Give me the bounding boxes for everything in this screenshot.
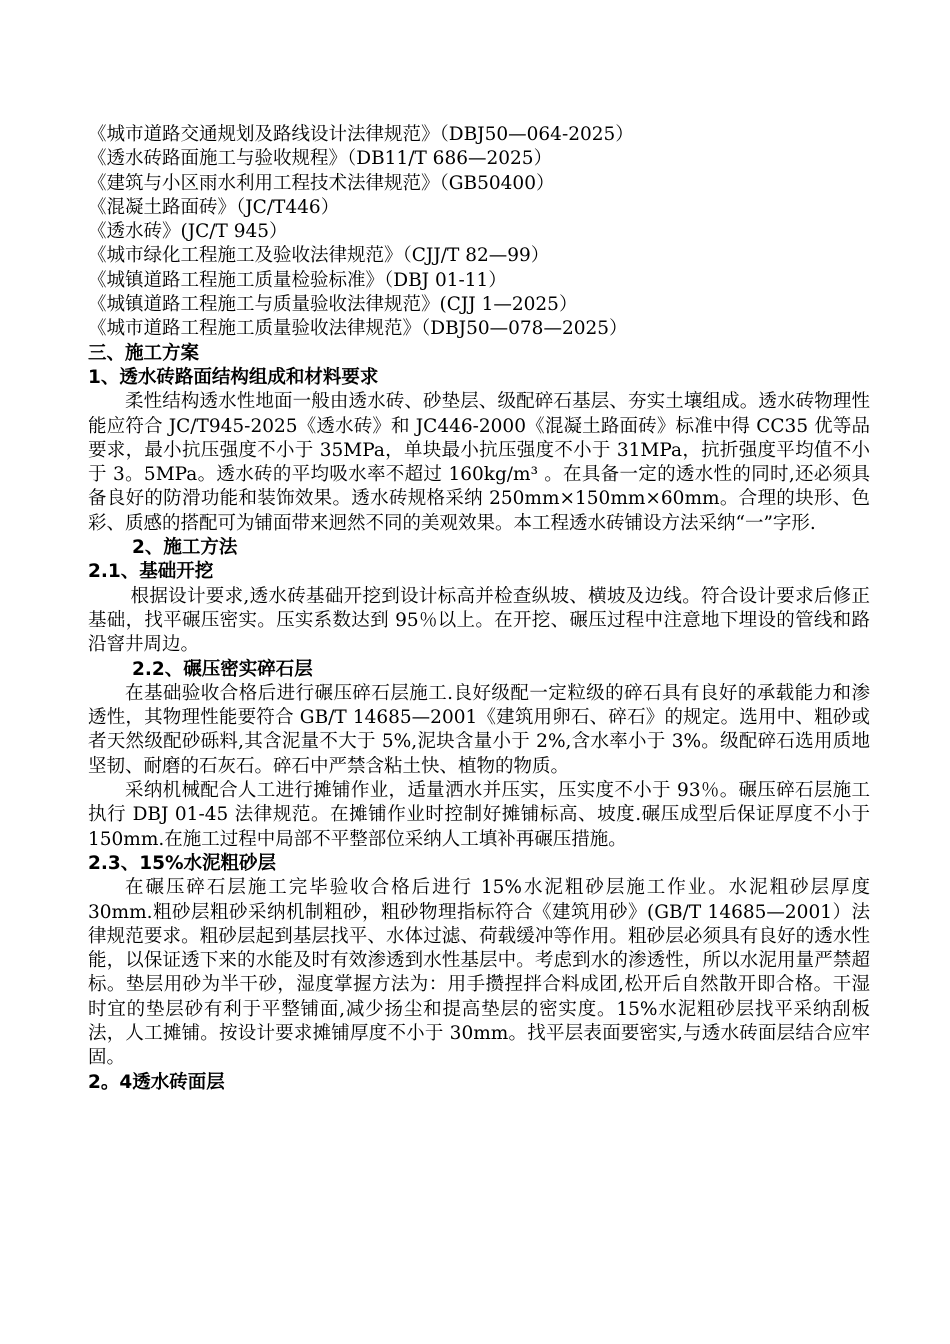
body-paragraph: 柔性结构透水性地面一般由透水砖、砂垫层、级配碎石基层、夯实土壤组成。透水砖物理性能应符合 JC/T945-2025《透水砖》和 JC446-2000《混凝土路面砖》标准中得 CC35 优等品要求，最小抗压强度不小于 35MPa，单块最小抗压强度不小于 31MPa，抗折强度平均值不小于 3。5MPa。透水砖的平均吸水率不超过 160kg/m³ 。在具备一定的透水性的同时,还必须具备良好的防滑功能和装饰效果。透水砖规格采纳 250mm×150mm×60mm。合理的块形、色彩、质感的搭配可为铺面带来迥然不同的美观效果。本工程透水砖铺设方法采纳“一”字形. xyxy=(88,391,870,534)
subsection-heading: 2.1、基础开挖 xyxy=(88,561,214,583)
reference-item: 《透水砖路面施工与验收规程》（DB11/T 686—2025） xyxy=(88,148,553,170)
reference-item: 《城市绿化工程施工及验收法律规范》（CJJ/T 82—99） xyxy=(88,245,550,267)
subsection-heading: 2。4透水砖面层 xyxy=(88,1071,225,1093)
document-page xyxy=(88,123,870,1095)
subsection-heading: 2.2、碾压密实碎石层 xyxy=(132,658,313,680)
body-paragraph: 根据设计要求,透水砖基础开挖到设计标高并检查纵坡、横坡及边线。符合设计要求后修正基础，找平碾压密实。压实系数达到 95％以上。在开挖、碾压过程中注意地下埋设的管线和路沿窨井周边。 xyxy=(88,585,870,656)
reference-item: 《城镇道路工程施工与质量验收法律规范》(CJJ 1—2025） xyxy=(88,294,578,316)
body-paragraph: 采纳机械配合人工进行摊铺作业，适量洒水并压实，压实度不小于 93％。碾压碎石层施工执行 DBJ 01-45 法律规范。在摊铺作业时控制好摊铺标高、坡度.碾压成型后保证厚度不小于 150mm.在施工过程中局部不平整部位采纳人工填补再碾压措施。 xyxy=(88,780,870,850)
reference-item: 《城镇道路工程施工质量检验标准》（DBJ 01-11） xyxy=(88,269,507,291)
body-paragraph: 在碾压碎石层施工完毕验收合格后进行 15%水泥粗砂层施工作业。水泥粗砂层厚度 30mm.粗砂层粗砂采纳机制粗砂，粗砂物理指标符合《建筑用砂》(GB/T 14685—2001）法律规范要求。粗砂层起到基层找平、水体过滤、荷载缓冲等作用。粗砂层必须具有良好的透水性能，以保证透下来的水能及时有效渗透到水性基层中。考虑到水的渗透性，所以水泥用量严禁超标。垫层用砂为半干砂，湿度掌握方法为：用手攒捏拌合料成团,松开后自然散开即合格。干湿时宜的垫层砂有利于平整铺面,减少扬尘和提高垫层的密实度。15%水泥粗砂层找平采纳刮板法，人工摊铺。按设计要求摊铺厚度不小于 30mm。找平层表面要密实,与透水砖面层结合应牢固。 xyxy=(88,877,870,1069)
subsection-heading: 2.3、15%水泥粗砂层 xyxy=(88,852,277,874)
reference-list xyxy=(88,123,870,342)
reference-item: 《混凝土路面砖》（JC/T446） xyxy=(88,196,340,218)
body-paragraph: 在基础验收合格后进行碾压碎石层施工.良好级配一定粒级的碎石具有良好的承载能力和渗透性，其物理性能要符合 GB/T 14685—2001《建筑用卵石、碎石》的规定。选用中、粗砂或者天然级配砂砾料,其含泥量不大于 5%,泥块含量小于 2%,含水率小于 3%。级配碎石选用质地坚韧、耐磨的石灰石。碎石中严禁含粘土快、植物的物质。 xyxy=(88,682,870,777)
reference-item: 《透水砖》(JC/T 945） xyxy=(88,221,288,243)
reference-item: 《城市道路交通规划及路线设计法律规范》（DBJ50—064-2025） xyxy=(88,124,634,145)
section-heading: 三、施工方案 xyxy=(88,342,200,364)
section-heading: 2、施工方法 xyxy=(132,537,238,559)
reference-item: 《建筑与小区雨水利用工程技术法律规范》（GB50400） xyxy=(88,172,555,194)
section-heading: 1、透水砖路面结构组成和材料要求 xyxy=(88,366,379,388)
reference-item: 《城市道路工程施工质量验收法律规范》（DBJ50—078—2025） xyxy=(88,318,628,340)
